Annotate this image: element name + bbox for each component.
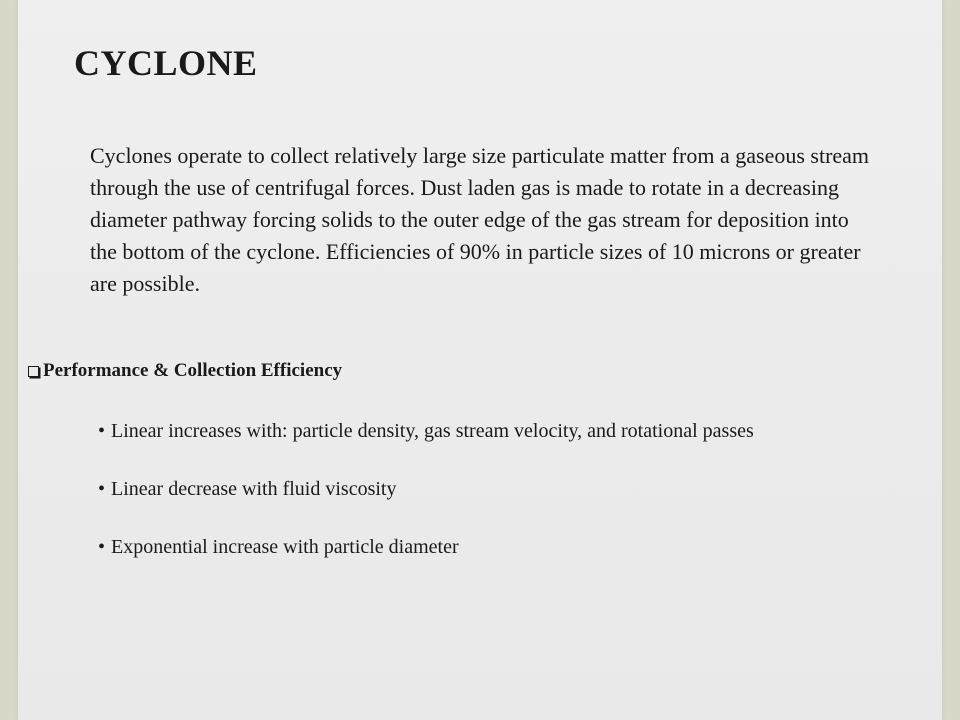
slide-title: CYCLONE [74, 43, 258, 83]
bullet-item [98, 418, 858, 444]
bullet-dot: • [98, 536, 106, 558]
bullet-item [98, 534, 858, 560]
section-heading [28, 360, 342, 382]
intro-paragraph: Cyclones operate to collect relatively large size particulate matter from a gaseous stream through the use of centrifugal forces. Dust laden gas is made to rotate in a decreasing diameter pathway forcing solids to the outer edge of the gas stream for deposition into the bottom of the cyclone. Efficiencies of 90% in particle sizes of 10 microns or greater are possible. [90, 143, 870, 296]
bullet-list [98, 418, 858, 592]
slide [18, 0, 942, 720]
bullet-text: Linear decrease with fluid viscosity [111, 478, 397, 500]
bullet-text: Linear increases with: particle density, gas stream velocity, and rotational passes [111, 420, 754, 442]
checkbox-icon [28, 366, 39, 377]
bullet-text: Exponential increase with particle diameter [111, 536, 459, 558]
bullet-dot: • [98, 478, 106, 500]
bullet-dot: • [98, 420, 106, 442]
section-heading-label: Performance & Collection Efficiency [43, 360, 343, 381]
bullet-item [98, 476, 858, 502]
